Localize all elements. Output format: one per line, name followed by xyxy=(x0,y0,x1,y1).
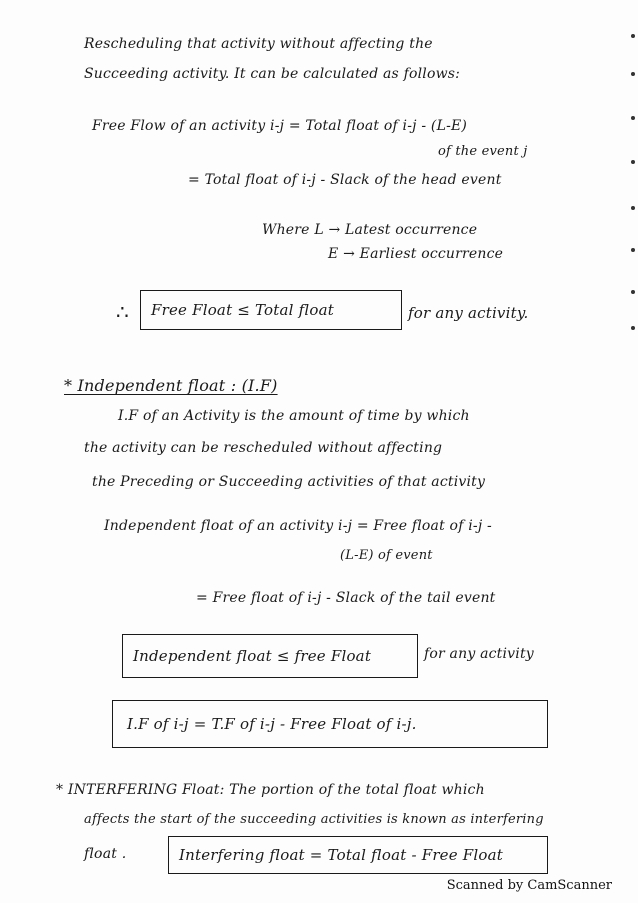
margin-dot xyxy=(631,290,635,294)
line-free-float-slack-tail: = Free float of i-j - Slack of the tail event xyxy=(196,590,496,606)
camscanner-watermark: Scanned by CamScanner xyxy=(446,878,612,893)
heading-interfering-float: * INTERFERING Float: The portion of the total float which xyxy=(56,782,485,798)
line-preceding-succeeding: the Preceding or Succeeding activities of that activity xyxy=(92,474,486,490)
margin-dot xyxy=(631,248,635,252)
line-free-float-definition: Free Flow of an activity i-j = Total float of i-j - (L-E) xyxy=(92,118,468,134)
line-float-prefix: float . xyxy=(84,846,127,862)
margin-dot xyxy=(631,34,635,38)
free-float-inequality: Free Float ≤ Total float xyxy=(151,301,334,319)
heading-independent-float-text: * Independent float : (I.F) xyxy=(64,376,278,395)
line-rescheduling: Rescheduling that activity without affecting the xyxy=(84,36,433,52)
line-earliest: E → Earliest occurrence xyxy=(328,246,504,262)
margin-dot xyxy=(631,206,635,210)
margin-dot xyxy=(631,116,635,120)
heading-independent-float xyxy=(64,376,278,395)
margin-punch-dots xyxy=(626,20,636,340)
line-total-float-slack-head: = Total float of i-j - Slack of the head event xyxy=(188,172,502,188)
line-if-of-activity: I.F of an Activity is the amount of time by which xyxy=(118,408,470,424)
interfering-float-box xyxy=(168,836,548,874)
line-independent-float-formula: Independent float of an activity i-j = Free float of i-j - xyxy=(104,518,492,534)
line-succeeding-activity: Succeeding activity. It can be calculated as follows: xyxy=(84,66,461,82)
therefore-symbol: ∴ xyxy=(116,300,129,324)
margin-dot xyxy=(631,160,635,164)
line-l-e-of-event: (L-E) of event xyxy=(340,548,433,563)
if-formula-box xyxy=(112,700,548,748)
line-affects-start: affects the start of the succeeding activities is known as interfering xyxy=(84,812,544,827)
free-float-inequality-box xyxy=(140,290,402,330)
margin-dot xyxy=(631,72,635,76)
independent-float-inequality-box xyxy=(122,634,418,678)
line-of-event-j: of the event j xyxy=(438,144,528,159)
line-activity-rescheduled: the activity can be rescheduled without affecting xyxy=(84,440,443,456)
interfering-float-formula: Interfering float = Total float - Free Float xyxy=(179,846,504,864)
line-where-latest: Where L → Latest occurrence xyxy=(262,222,478,238)
line-for-any-activity-2: for any activity xyxy=(424,646,534,662)
if-formula: I.F of i-j = T.F of i-j - Free Float of i-j. xyxy=(127,715,417,733)
margin-dot xyxy=(631,326,635,330)
line-for-any-activity-1: for any activity. xyxy=(408,304,529,322)
independent-float-inequality: Independent float ≤ free Float xyxy=(133,647,372,665)
